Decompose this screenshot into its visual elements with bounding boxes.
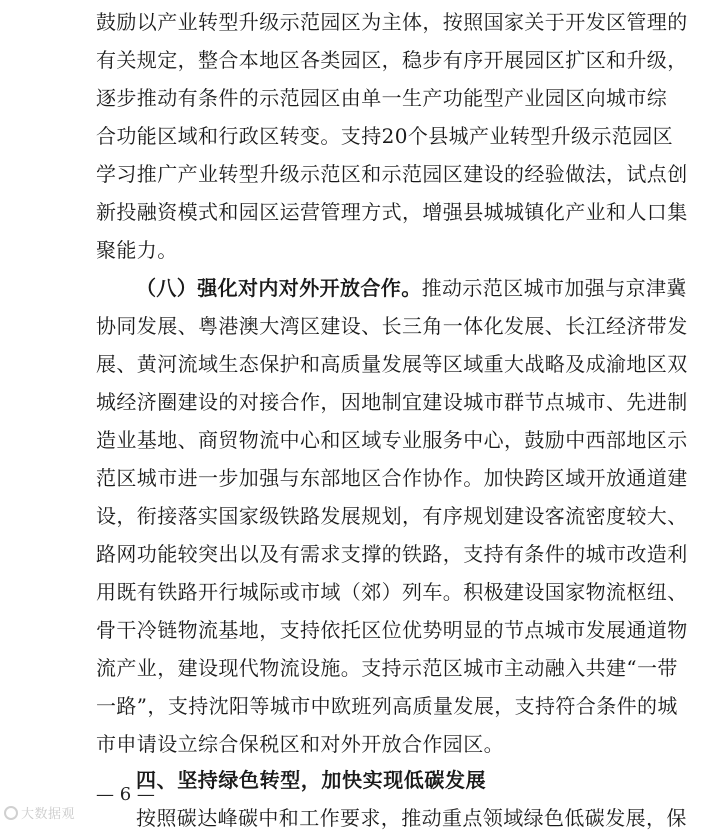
text-line: 新投融资模式和园区运营管理方式，增强县城城镇化产业和人口集 bbox=[96, 200, 688, 224]
text-line: 设，衔接落实国家级铁路发展规划，有序规划建设客流密度较大、 bbox=[96, 504, 688, 528]
text-line: 造业基地、商贸物流中心和区域专业服务中心，鼓励中西部地区示 bbox=[96, 428, 688, 452]
watermark bbox=[4, 803, 75, 822]
watermark-logo-icon bbox=[4, 806, 18, 820]
text-line: 按照碳达峰碳中和工作要求，推动重点领域绿色低碳发展，保 bbox=[136, 806, 687, 830]
text-line: 协同发展、粤港澳大湾区建设、长三角一体化发展、长江经济带发 bbox=[96, 314, 688, 338]
page-number: — 6 — bbox=[96, 784, 155, 805]
text-line: 城经济圈建设的对接合作，因地制宜建设城市群节点城市、先进制 bbox=[96, 390, 688, 414]
text-line: 市申请设立综合保税区和对外开放合作园区。 bbox=[96, 732, 504, 756]
text-line: 范区城市进一步加强与东部地区合作协作。加快跨区域开放通道建 bbox=[96, 466, 688, 490]
text-line: 路网功能较突出以及有需求支撑的铁路，支持有条件的城市改造利 bbox=[96, 542, 688, 566]
subsection-heading: （八）强化对内对外开放合作。 bbox=[136, 276, 422, 300]
text-line: 流产业，建设现代物流设施。支持示范区城市主动融入共建“一带 bbox=[96, 656, 678, 680]
watermark-text: 大数据观 bbox=[21, 807, 76, 822]
text-span: 推动示范区城市加强与京津冀 bbox=[421, 276, 687, 300]
text-line: 有关规定，整合本地区各类园区，稳步有序开展园区扩区和升级， bbox=[96, 48, 688, 72]
text-line: 逐步推动有条件的示范园区由单一生产功能型产业园区向城市综 bbox=[96, 86, 668, 110]
section-heading: 四、坚持绿色转型，加快实现低碳发展 bbox=[136, 768, 487, 792]
text-line: 学习推广产业转型升级示范区和示范园区建设的经验做法，试点创 bbox=[96, 162, 688, 186]
text-line: 骨干冷链物流基地，支持依托区位优势明显的节点城市发展通道物 bbox=[96, 618, 688, 642]
text-line: 一路”，支持沈阳等城市中欧班列高质量发展，支持符合条件的城 bbox=[96, 694, 678, 718]
text-line: 聚能力。 bbox=[96, 238, 178, 262]
text-line: 展、黄河流域生态保护和高质量发展等区域重大战略及成渝地区双 bbox=[96, 352, 688, 376]
text-line: 用既有铁路开行城际或市域（郊）列车。积极建设国家物流枢纽、 bbox=[96, 580, 688, 604]
text-line: 合功能区域和行政区转变。支持20个县城产业转型升级示范园区 bbox=[96, 124, 674, 148]
text-line: 鼓励以产业转型升级示范园区为主体，按照国家关于开发区管理的 bbox=[96, 10, 688, 34]
paragraph-first-line bbox=[136, 276, 687, 300]
